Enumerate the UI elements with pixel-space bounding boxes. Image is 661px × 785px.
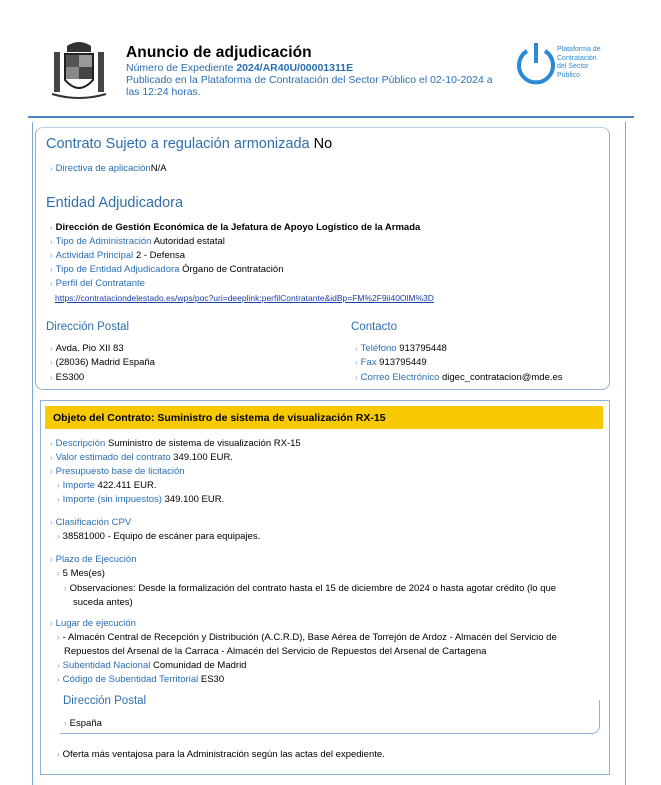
chevron-right-icon: › [50,164,53,173]
published-line-2: las 12:24 horas. [126,86,201,98]
importe-sin-row [57,494,224,506]
direccion-title: Dirección Postal [46,321,130,333]
contrato-title [46,136,332,152]
lugar-label: Lugar de ejecución [55,618,136,629]
page-title: Anuncio de adjudicación [126,44,312,61]
lugar-direccion-row [64,718,102,730]
chevron-right-icon: › [57,481,60,490]
tipo-entidad-row [50,264,283,276]
perfil-contratante-link[interactable]: https://contrataciondelestado.es/wps/poc?uri=deeplink:perfilContratante&idBp=FM%2F9ii40OlM%3D [55,293,434,303]
plazo-value-row [57,568,105,580]
presupuesto-row [50,466,185,478]
chevron-right-icon: › [64,584,67,593]
tipo-entidad-label: Tipo de Entidad Adjudicadora [55,264,180,275]
chevron-right-icon: › [57,750,60,759]
importe-sin-label: Importe (sin impuestos) [62,494,162,505]
observaciones-line-2: suceda antes) [73,597,133,608]
cpv-value-row [57,531,260,543]
expediente-value: 2024/AR40U/00001311E [236,62,354,74]
telefono-label: Teléfono [360,343,397,354]
chevron-right-icon: › [50,453,53,462]
codigo-row [57,674,224,686]
lugar-direccion-title: Dirección Postal [63,695,147,707]
oferta-row [57,749,385,761]
plazo-value: 5 Mes(es) [62,568,105,579]
lugar-line-1-row [57,632,557,644]
directiva-row [50,163,167,175]
lugar-direccion-value: España [69,718,102,729]
coat-of-arms-icon [50,38,108,104]
chevron-right-icon: › [50,439,53,448]
header [36,36,626,116]
chevron-right-icon: › [50,251,53,260]
cpv-value: 38581000 - Equipo de escáner para equipajes. [62,531,261,542]
valor-value: 349.100 EUR. [173,452,233,463]
cpv-label: Clasificación CPV [55,517,132,528]
chevron-right-icon: › [50,358,53,367]
chevron-right-icon: › [50,344,53,353]
lugar-line-2: Repuestos del Arsenal de la Carraca - Almacén del Servicio de Repuestos del Arsenal de Cartagena [64,646,487,657]
logo-line: Público [557,71,580,79]
expediente-label: Número de Expediente [126,62,234,74]
valor-label: Valor estimado del contrato [55,452,171,463]
importe-label: Importe [62,480,95,491]
subentidad-value: Comunidad de Madrid [153,660,247,671]
directiva-label: Directiva de aplicación [55,163,151,174]
presupuesto-label: Presupuesto base de licitación [55,466,185,477]
chevron-right-icon: › [50,279,53,288]
chevron-right-icon: › [50,223,53,232]
fax-value: 913795449 [379,357,427,368]
chevron-right-icon: › [57,661,60,670]
lugar-line-1: - Almacén Central de Recepción y Distribución (A.C.R.D), Base Aérea de Torrejón de Ardoz - Almacén del Servicio de [62,632,557,643]
logo-line: Contratación [557,54,597,62]
chevron-right-icon: › [50,237,53,246]
telefono-row [355,343,447,355]
chevron-right-icon: › [57,675,60,684]
perfil-label: Perfil del Contratante [55,278,145,289]
expediente-line [126,62,526,74]
entidad-name-row [50,222,420,234]
chevron-right-icon: › [355,358,358,367]
chevron-right-icon: › [57,495,60,504]
importe-sin-value: 349.100 EUR. [164,494,225,505]
direccion-line-text: Avda. Pio XII 83 [55,343,124,354]
plazo-row [50,554,136,566]
chevron-right-icon: › [64,719,67,728]
perfil-row [50,278,145,290]
correo-value: digec_contratacion@mde.es [441,372,563,383]
entidad-title: Entidad Adjudicadora [46,195,184,211]
tipo-admin-row [50,236,225,248]
codigo-value: ES30 [200,674,225,685]
platform-logo-text [557,46,627,80]
direccion-line-1 [50,343,124,355]
logo-line: del Sector [557,63,589,70]
chevron-right-icon: › [355,373,358,382]
direccion-line-2 [50,357,155,369]
codigo-label: Código de Subentidad Territorial [62,674,199,685]
correo-row [355,372,563,384]
tipo-admin-label: Tipo de Administración [55,236,152,247]
descripcion-value: Suministro de sistema de visualización RX-15 [107,438,301,449]
entidad-name: Dirección de Gestión Económica de la Jefatura de Apoyo Logístico de la Armada [55,222,421,233]
observaciones-row [64,583,556,595]
importe-value: 422.411 EUR. [97,480,157,491]
cpv-row [50,517,131,529]
tipo-admin-value: Autoridad estatal [153,236,225,247]
chevron-right-icon: › [50,467,53,476]
plazo-label: Plazo de Ejecución [55,554,137,565]
subentidad-label: Subentidad Nacional [62,660,151,671]
objeto-title: Objeto del Contrato: Suministro de sistema de visualización RX-15 [45,406,603,429]
perfil-link-row [55,292,434,305]
header-divider [28,116,634,118]
published-line-1: Publicado en la Plataforma de Contratación del Sector Público el 02-10-2024 a [126,74,493,86]
subentidad-row [57,660,246,672]
chevron-right-icon: › [355,344,358,353]
oferta-text: Oferta más ventajosa para la Administración según las actas del expediente. [62,749,385,760]
direccion-line-text: ES300 [55,372,85,383]
direccion-line-text: (28036) Madrid España [55,357,155,368]
contrato-title-label: Contrato Sujeto a regulación armonizada [46,136,310,152]
chevron-right-icon: › [50,265,53,274]
contrato-title-value: No [313,136,333,152]
actividad-value: 2 - Defensa [135,250,186,261]
lugar-row [50,618,136,630]
actividad-label: Actividad Principal [55,250,134,261]
chevron-right-icon: › [50,555,53,564]
correo-label: Correo Electrónico [360,372,440,383]
chevron-right-icon: › [50,518,53,527]
fax-label: Fax [360,357,377,368]
logo-line: Plataforma de [557,46,601,53]
direccion-line-3 [50,372,84,384]
importe-row [57,480,157,492]
valor-row [50,452,233,464]
descripcion-label: Descripción [55,438,106,449]
fax-row [355,357,427,369]
chevron-right-icon: › [50,619,53,628]
contacto-title: Contacto [351,321,398,333]
header-text [126,44,526,98]
descripcion-row [50,438,301,450]
chevron-right-icon: › [57,569,60,578]
observaciones-line-1: Observaciones: Desde la formalización del contrato hasta el 15 de diciembre de 2024 o hasta agotar crédito (lo que [69,583,557,594]
chevron-right-icon: › [57,633,60,642]
directiva-value: N/A [150,163,167,174]
actividad-row [50,250,185,262]
chevron-right-icon: › [57,532,60,541]
telefono-value: 913795448 [399,343,447,354]
tipo-entidad-value: Órgano de Contratación [182,264,284,275]
chevron-right-icon: › [50,373,53,382]
